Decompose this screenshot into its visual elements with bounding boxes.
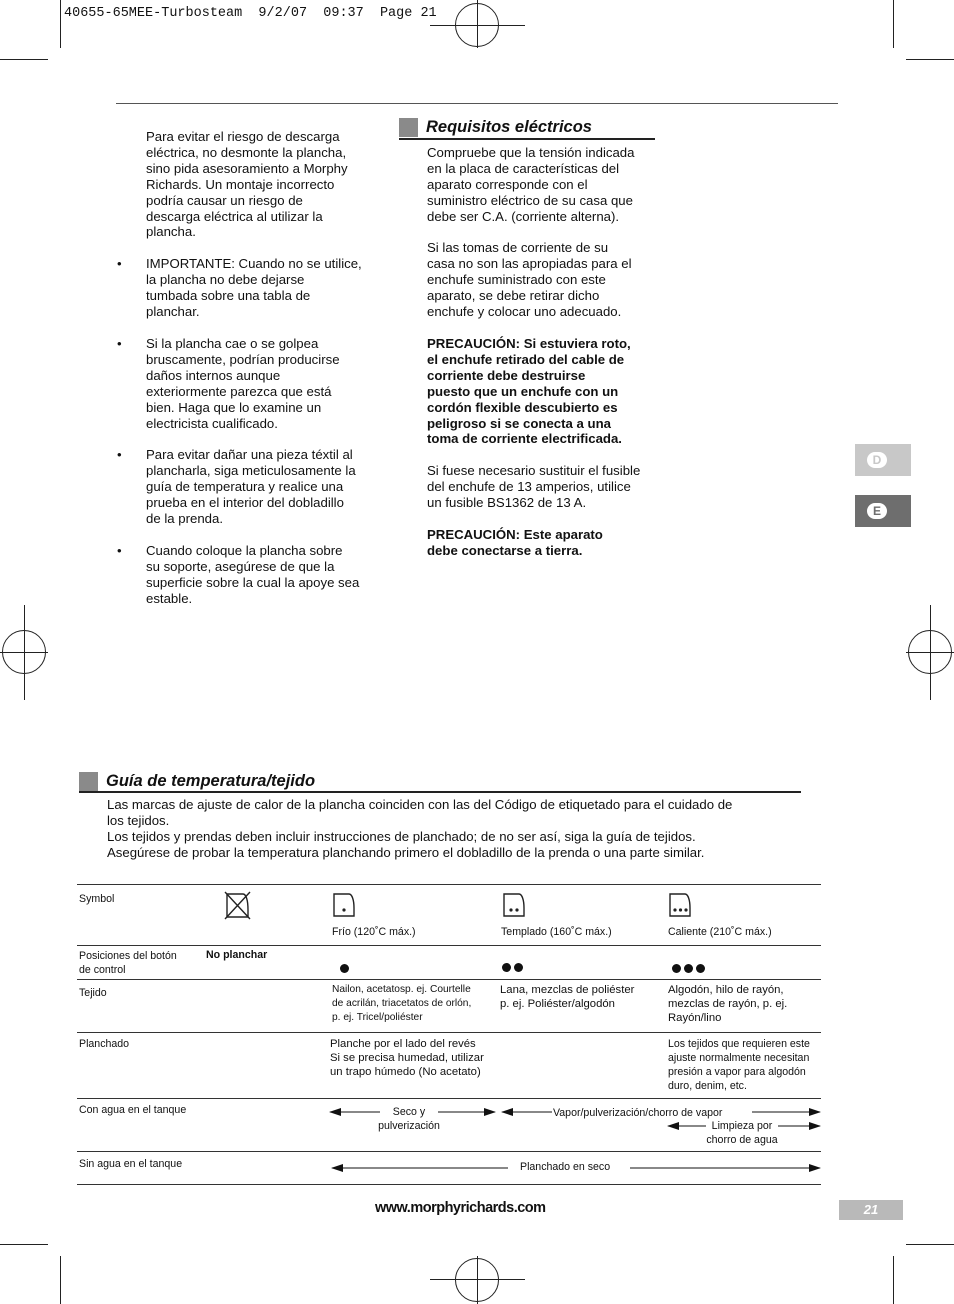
no-iron-icon (224, 891, 251, 920)
row-label-with-water: Con agua en el tanque (79, 1104, 187, 1116)
dry-iron-label: Planchado en seco (520, 1161, 611, 1173)
crop-mark (0, 59, 48, 60)
crop-mark (906, 1244, 954, 1245)
crop-mark (24, 605, 25, 700)
fabric-cold: Nailon, acetatosp. ej. Courtelle de acrilán, triacetatos de orlón, p. ej. Tricel/poliéster (332, 984, 472, 1023)
dry-spray-label: Seco y pulverización (378, 1106, 440, 1132)
guide-intro: Las marcas de ajuste de calor de la plancha coinciden con las del Código de etiquetado para el cuidado de los tejidos. Los tejidos y prendas deben incluir instrucciones de planchado; de no ser así, siga la guía de tejidos. Asegúrese de probar la temperatura planchando primero el dobladillo de la prenda o una parte similar. (107, 797, 733, 860)
iron-one-dot-icon (332, 892, 358, 918)
ironing-hot: Los tejidos que requieren este ajuste normalmente necesitan presión a vapor para algodón duro, denim, etc. (668, 1038, 810, 1092)
row-label-symbol: Symbol (79, 893, 115, 905)
page-number: 21 (863, 1202, 879, 1217)
temp-hot: Caliente (210˚C máx.) (668, 926, 772, 938)
page-number-box (839, 1200, 903, 1220)
electrical-title: Requisitos eléctricos (426, 118, 592, 136)
ironing-cold: Planche por el lado del revés Si se precisa humedad, utilizar un trapo húmedo (No acetato) (330, 1038, 484, 1078)
heading-marker (399, 118, 418, 137)
table-rule (77, 884, 821, 885)
dial-three-dots (672, 960, 708, 978)
language-tab-e[interactable] (855, 495, 911, 527)
table-rule (77, 1151, 821, 1152)
guide-title: Guía de temperatura/tejido (106, 772, 316, 790)
table-rule (77, 1032, 821, 1033)
iron-three-dot-icon (668, 892, 694, 918)
crop-mark (477, 0, 478, 48)
electrical-p1: Compruebe que la tensión indicada en la placa de características del aparato corresponde con el suministro eléctrico de su casa que debe ser C.A. (corriente alterna). (427, 145, 635, 224)
crop-mark (60, 1256, 61, 1304)
electrical-heading (399, 118, 592, 137)
dial-one-dot (340, 960, 352, 978)
dial-two-dots (502, 959, 526, 977)
dial-dot (514, 963, 523, 972)
temp-cold: Frío (120˚C máx.) (332, 926, 416, 938)
electrical-warning-2: PRECAUCIÓN: Este aparato debe conectarse a tierra. (427, 527, 603, 558)
tab-letter: E (867, 503, 887, 519)
bullet-text-2: Si la plancha cae o se golpea bruscamente, podrían producirse daños internos aunque exteriormente parezca que está bien. Haga que lo examine un electricista cualificado. (146, 336, 340, 431)
steam-spray-label: Vapor/pulverización/chorro de vapor (553, 1107, 723, 1119)
electrical-p2: Si las tomas de corriente de su casa no son las apropiadas para el enchufe suministrado con este aparato, se debe retirar dicho enchufe y colocar uno adecuado. (427, 240, 632, 319)
guide-heading (79, 772, 315, 791)
bullet-marker: • (117, 543, 122, 558)
tab-letter: D (867, 452, 887, 468)
row-label-without-water: Sin agua en el tanque (79, 1158, 183, 1170)
guide-heading-rule (79, 791, 801, 793)
dial-dot (696, 964, 705, 973)
shot-clean-label: Limpieza por chorro de agua (706, 1120, 778, 1146)
dial-dot (502, 963, 511, 972)
dial-dot (672, 964, 681, 973)
language-tab-d[interactable] (855, 444, 911, 476)
row-label-positions: Posiciones del botón de control (79, 950, 177, 976)
crop-mark (893, 1256, 894, 1304)
bullet-marker: • (117, 256, 122, 271)
crop-mark (930, 605, 931, 700)
electrical-warning-1: PRECAUCIÓN: Si estuviera roto, el enchufe retirado del cable de corriente debe destruirse puesto que un enchufe con un cordón flexible descubierto es peligroso si se conecta a una toma de corriente electrificada. (427, 336, 631, 447)
bullet-text-1: IMPORTANTE: Cuando no se utilice, la plancha no debe dejarse tumbada sobre una tabla de planchar. (146, 256, 362, 319)
crop-mark (0, 1244, 48, 1245)
top-rule (116, 103, 838, 104)
electrical-heading-rule (399, 138, 655, 140)
bullet-text-4: Cuando coloque la plancha sobre su soporte, asegúrese de que la superficie sobre la cual la apoye sea estable. (146, 543, 360, 606)
dial-dot (340, 964, 349, 973)
bullet-text-3: Para evitar dañar una pieza téxtil al plancharla, siga meticulosamente la guía de temperatura y realice una prueba en el interior del dobladillo de la prenda. (146, 447, 356, 526)
crop-mark (906, 59, 954, 60)
temp-warm: Templado (160˚C máx.) (501, 926, 612, 938)
row-label-fabric: Tejido (79, 987, 107, 999)
table-rule (77, 1098, 821, 1099)
crop-mark (60, 0, 61, 48)
iron-two-dot-icon (502, 892, 528, 918)
print-slug: 40655-65MEE-Turbosteam 9/2/07 09:37 Page 21 (64, 6, 437, 21)
heading-marker (79, 772, 98, 791)
fabric-warm: Lana, mezclas de poliéster p. ej. Poliéster/algodón (500, 984, 635, 1010)
row-label-ironing: Planchado (79, 1038, 130, 1050)
crop-mark (477, 1256, 478, 1304)
electrical-p3: Si fuese necesario sustituir el fusible del enchufe de 13 amperios, utilice un fusible BS1362 de 13 A. (427, 463, 641, 510)
intro-paragraph: Para evitar el riesgo de descarga eléctrica, no desmonte la plancha, sino pida asesoramiento a Morphy Richards. Un montaje incorrecto podría causar un riesgo de descarga eléctrica al utilizar la plancha. (146, 129, 348, 240)
fabric-hot: Algodón, hilo de rayón, mezclas de rayón, p. ej. Rayón/lino (668, 984, 788, 1024)
website-link[interactable]: www.morphyrichards.com (375, 1200, 546, 1216)
crop-mark (893, 0, 894, 48)
no-iron-label: No planchar (206, 949, 268, 961)
table-rule (77, 1184, 821, 1185)
dial-dot (684, 964, 693, 973)
table-rule (77, 945, 821, 946)
table-rule (77, 979, 821, 980)
bullet-marker: • (117, 447, 122, 462)
bullet-marker: • (117, 336, 122, 351)
